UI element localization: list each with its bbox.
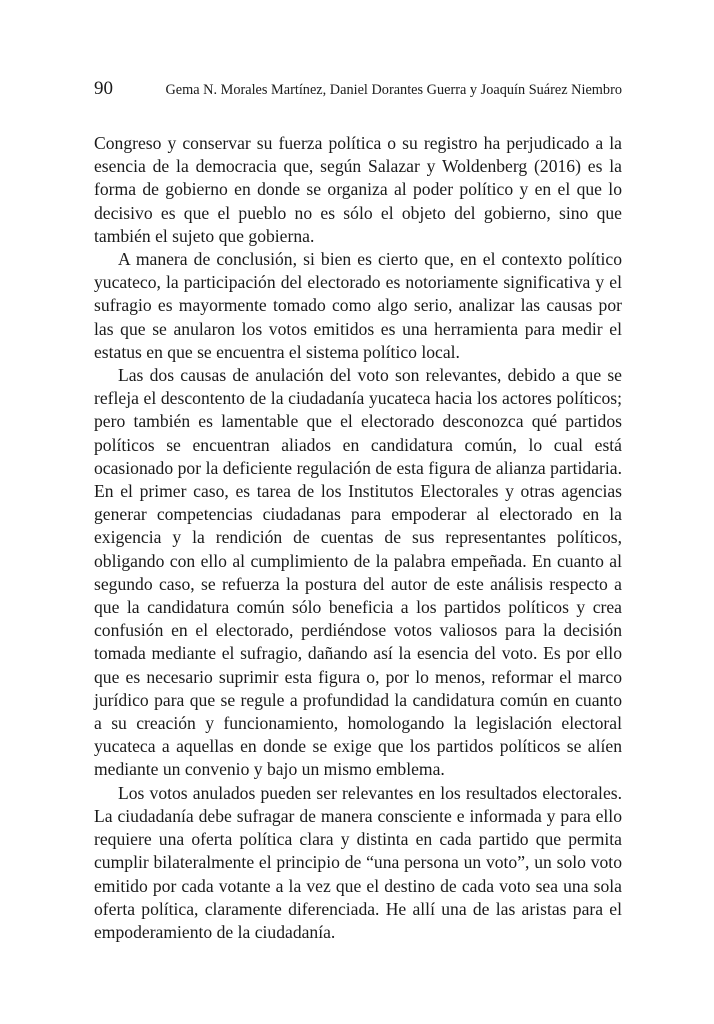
page-number: 90 xyxy=(94,78,113,99)
paragraph-continuation: Congreso y conservar su fuerza política o su registro ha perjudicado a la esencia de la democracia que, según Salazar y Woldenberg (2016) es la forma de gobierno en donde se organiza al poder político y en el que lo decisivo es que el pueblo no es sólo el objeto del gobierno, sino que también el sujeto que gobierna. xyxy=(94,133,622,246)
paragraph-annulled-votes: Los votos anulados pueden ser relevantes en los resultados electorales. La ciudadanía debe sufragar de manera consciente e informada y para ello requiere una oferta política clara y distinta en cada partido que permita cumplir bilateralmente el principio de “una persona un voto”, un solo voto emitido por cada votante a la vez que el destino de cada voto sea una sola oferta política, claramente diferenciada. He allí una de las aristas para el empoderamiento de la ciudadanía. xyxy=(94,782,622,942)
running-header-authors: Gema N. Morales Martínez, Daniel Dorantes Guerra y Joaquín Suárez Niembro xyxy=(165,82,622,98)
book-page xyxy=(94,78,622,944)
body-text xyxy=(94,132,622,944)
running-header xyxy=(94,78,622,106)
paragraph-annulment-causes: Las dos causas de anulación del voto son relevantes, debido a que se refleja el descontento de la ciudadanía yucateca hacia los actores políticos; pero también es lamentable que el electorado desconozca qué partidos políticos se encuentran aliados en candidatura común, lo cual está ocasionado por la deficiente regulación de esta figura de alianza partidaria. En el primer caso, es tarea de los Institutos Electorales y otras agencias generar competencias ciudadanas para empoderar al electorado en la exigencia y la rendición de cuentas de sus representantes políticos, obligando con ello al cumplimiento de la palabra empeñada. En cuanto al segundo caso, se refuerza la postura del autor de este análisis respecto a que la candidatura común sólo beneficia a los partidos políticos y crea confusión en el electorado, perdiéndose votos valiosos para la decisión tomada mediante el sufragio, dañando así la esencia del voto. Es por ello que es necesario suprimir esta figura o, por lo menos, reformar el marco jurídico para que se regule a profundidad la candidatura común en cuanto a su creación y funcionamiento, homologando la legislación electoral yucateca a aquellas en donde se exige que los partidos políticos se alíen mediante un convenio y bajo un mismo emblema. xyxy=(94,365,622,780)
paragraph-conclusion: A manera de conclusión, si bien es cierto que, en el contexto político yucateco, la participación del electorado es notoriamente significativa y el sufragio es mayormente tomado como algo serio, analizar las causas por las que se anularon los votos emitidos es una herramienta para medir el estatus en que se encuentra el sistema político local. xyxy=(94,249,622,362)
